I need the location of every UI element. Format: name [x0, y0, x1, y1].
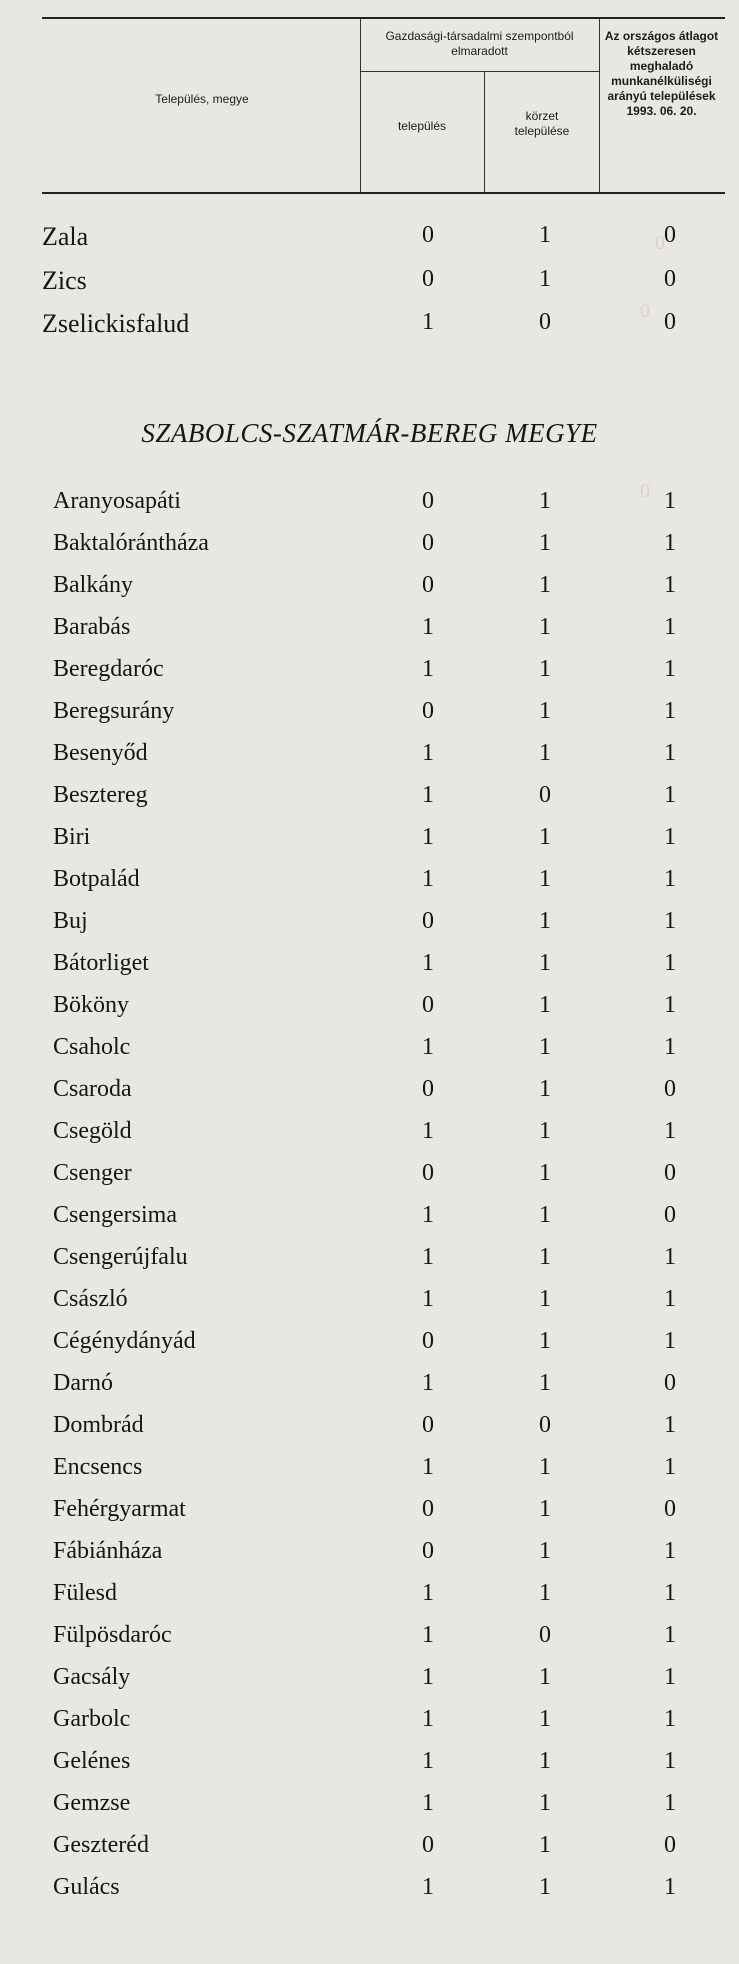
- table-row: [0, 1492, 739, 1528]
- value-district: 0: [539, 1622, 551, 1648]
- settlement-name: Császló: [53, 1286, 128, 1312]
- settlement-name: Gacsály: [53, 1664, 131, 1690]
- table-row: [0, 1744, 739, 1780]
- value-district: 1: [539, 908, 551, 934]
- table-row: [0, 904, 739, 940]
- value-district: 0: [539, 782, 551, 808]
- settlement-name: Fülesd: [53, 1580, 118, 1606]
- value-settlement: 0: [422, 266, 434, 292]
- value-district: 1: [539, 1538, 551, 1564]
- value-unemployment: 1: [664, 572, 676, 598]
- section-title: SZABOLCS-SZATMÁR-BEREG MEGYE: [141, 418, 598, 448]
- value-unemployment: 1: [664, 530, 676, 556]
- settlement-name: Bátorliget: [53, 950, 149, 976]
- value-settlement: 1: [422, 1202, 434, 1228]
- value-settlement: 0: [422, 698, 434, 724]
- settlement-name: Barabás: [53, 614, 131, 640]
- value-unemployment: 1: [664, 1034, 676, 1060]
- settlement-name: Zala: [42, 222, 89, 251]
- settlement-name: Encsencs: [53, 1454, 143, 1480]
- value-settlement: 0: [422, 1328, 434, 1354]
- value-district: 1: [539, 1580, 551, 1606]
- value-unemployment: 0: [664, 1370, 676, 1396]
- value-unemployment: 1: [664, 488, 676, 514]
- bleed-through-mark: 0: [640, 480, 650, 502]
- value-settlement: 1: [422, 1706, 434, 1732]
- value-settlement: 0: [422, 1496, 434, 1522]
- table-row: [0, 1660, 739, 1696]
- value-district: 1: [539, 614, 551, 640]
- value-unemployment: 1: [664, 1454, 676, 1480]
- table-row: [0, 1072, 739, 1108]
- value-district: 1: [539, 740, 551, 766]
- value-settlement: 1: [422, 866, 434, 892]
- table-row: [0, 1240, 739, 1276]
- value-unemployment: 1: [664, 1748, 676, 1774]
- table-row: [0, 262, 739, 298]
- value-settlement: 1: [422, 824, 434, 850]
- table-row: [0, 694, 739, 730]
- value-unemployment: 1: [664, 950, 676, 976]
- value-district: 1: [539, 488, 551, 514]
- table-row: [0, 652, 739, 688]
- value-unemployment: 0: [664, 266, 676, 292]
- value-unemployment: 0: [664, 222, 676, 248]
- settlement-name: Baktalórántháza: [53, 530, 209, 556]
- settlement-name: Besenyőd: [53, 740, 148, 766]
- value-settlement: 1: [422, 1622, 434, 1648]
- value-settlement: 1: [422, 1118, 434, 1144]
- value-district: 1: [539, 1874, 551, 1900]
- settlement-name: Garbolc: [53, 1706, 131, 1732]
- value-district: 1: [539, 1706, 551, 1732]
- table-row: [0, 1366, 739, 1402]
- value-district: 1: [539, 530, 551, 556]
- value-unemployment: 1: [664, 1412, 676, 1438]
- value-district: 1: [539, 1202, 551, 1228]
- value-settlement: 0: [422, 908, 434, 934]
- value-district: 1: [539, 1370, 551, 1396]
- value-settlement: 1: [422, 614, 434, 640]
- value-unemployment: 1: [664, 1706, 676, 1732]
- value-district: 1: [539, 572, 551, 598]
- value-district: 1: [539, 992, 551, 1018]
- settlement-name: Cégénydányád: [53, 1328, 196, 1354]
- bleed-through-mark: 0: [640, 300, 650, 322]
- settlement-name: Geszteréd: [53, 1832, 149, 1858]
- table-row: [0, 778, 739, 814]
- value-unemployment: 0: [664, 1202, 676, 1228]
- value-settlement: 0: [422, 1832, 434, 1858]
- value-unemployment: 1: [664, 1580, 676, 1606]
- table-row: [0, 610, 739, 646]
- value-unemployment: 1: [664, 614, 676, 640]
- value-unemployment: 1: [664, 866, 676, 892]
- value-settlement: 1: [422, 656, 434, 682]
- value-district: 1: [539, 1328, 551, 1354]
- value-unemployment: 1: [664, 782, 676, 808]
- value-district: 1: [539, 1664, 551, 1690]
- value-settlement: 0: [422, 488, 434, 514]
- value-district: 1: [539, 824, 551, 850]
- settlement-name: Zselickisfalud: [42, 309, 190, 338]
- table-row: [0, 218, 739, 254]
- value-settlement: 1: [422, 1790, 434, 1816]
- value-settlement: 1: [422, 309, 434, 335]
- value-settlement: 0: [422, 992, 434, 1018]
- table-row: [0, 1576, 739, 1612]
- bleed-through-mark: 0: [655, 232, 665, 254]
- value-unemployment: 0: [664, 309, 676, 335]
- value-settlement: 0: [422, 572, 434, 598]
- table-row: [0, 988, 739, 1024]
- settlement-name: Beregdaróc: [53, 656, 164, 682]
- value-unemployment: 1: [664, 1790, 676, 1816]
- value-district: 1: [539, 1286, 551, 1312]
- settlement-name: Fábiánháza: [53, 1538, 163, 1564]
- settlement-name: Csengersima: [53, 1202, 177, 1228]
- value-unemployment: 1: [664, 992, 676, 1018]
- value-unemployment: 1: [664, 1664, 676, 1690]
- header-group-underdeveloped: Gazdasági-társadalmi szempontból elmaradott: [385, 29, 574, 58]
- value-unemployment: 1: [664, 740, 676, 766]
- settlement-name: Csengerújfalu: [53, 1244, 188, 1270]
- value-unemployment: 0: [664, 1496, 676, 1522]
- value-district: 1: [539, 950, 551, 976]
- table-row: [0, 526, 739, 562]
- value-district: 1: [539, 698, 551, 724]
- table-row: [0, 1702, 739, 1738]
- value-district: 1: [539, 866, 551, 892]
- table-row: [0, 1618, 739, 1654]
- table-row: [0, 1198, 739, 1234]
- value-unemployment: 1: [664, 1328, 676, 1354]
- header-unemployment: Az országos átlagot kétszeresen meghaladó munkanélküliségi arányú települések 1993. 06. 20.: [604, 29, 719, 118]
- value-unemployment: 1: [664, 656, 676, 682]
- value-settlement: 1: [422, 740, 434, 766]
- value-settlement: 0: [422, 1412, 434, 1438]
- table-row: [0, 1030, 739, 1066]
- settlement-name: Gelénes: [53, 1748, 131, 1774]
- value-settlement: 1: [422, 1034, 434, 1060]
- settlement-name: Zics: [42, 266, 87, 295]
- value-unemployment: 1: [664, 1874, 676, 1900]
- value-unemployment: 0: [664, 1160, 676, 1186]
- settlement-name: Bököny: [53, 992, 130, 1018]
- table-row: [0, 946, 739, 982]
- header-district: körzet települése: [514, 109, 570, 138]
- table-row: [0, 1408, 739, 1444]
- value-settlement: 1: [422, 1244, 434, 1270]
- value-unemployment: 1: [664, 1118, 676, 1144]
- value-settlement: 1: [422, 782, 434, 808]
- table-row: [0, 736, 739, 772]
- settlement-name: Gemzse: [53, 1790, 131, 1816]
- value-settlement: 1: [422, 1580, 434, 1606]
- value-district: 0: [539, 309, 551, 335]
- value-settlement: 1: [422, 1874, 434, 1900]
- value-settlement: 0: [422, 530, 434, 556]
- value-unemployment: 1: [664, 824, 676, 850]
- value-settlement: 1: [422, 1454, 434, 1480]
- value-district: 1: [539, 1748, 551, 1774]
- header-settlement: település: [397, 119, 447, 133]
- value-unemployment: 1: [664, 1286, 676, 1312]
- settlement-name: Csaholc: [53, 1034, 131, 1060]
- table-row: [0, 1156, 739, 1192]
- value-settlement: 1: [422, 1664, 434, 1690]
- value-district: 1: [539, 1454, 551, 1480]
- value-district: 1: [539, 1832, 551, 1858]
- value-settlement: 0: [422, 222, 434, 248]
- value-settlement: 1: [422, 1748, 434, 1774]
- table-row: [0, 1324, 739, 1360]
- value-settlement: 1: [422, 1286, 434, 1312]
- value-unemployment: 1: [664, 908, 676, 934]
- settlement-name: Csegöld: [53, 1118, 132, 1144]
- value-district: 1: [539, 1160, 551, 1186]
- settlement-name: Buj: [53, 908, 88, 934]
- table-row: [0, 1114, 739, 1150]
- settlement-name: Csaroda: [53, 1076, 132, 1102]
- value-district: 0: [539, 1412, 551, 1438]
- settlement-name: Csenger: [53, 1160, 132, 1186]
- table-row: [0, 305, 739, 341]
- table-row: [0, 1450, 739, 1486]
- settlement-name: Aranyosapáti: [53, 488, 181, 514]
- value-district: 1: [539, 1790, 551, 1816]
- settlement-name: Besztereg: [53, 782, 148, 808]
- settlement-name: Fülpösdaróc: [53, 1622, 172, 1648]
- value-settlement: 0: [422, 1160, 434, 1186]
- header-place: Település, megye: [155, 92, 249, 106]
- value-district: 1: [539, 1076, 551, 1102]
- table-row: [0, 1828, 739, 1864]
- value-unemployment: 0: [664, 1076, 676, 1102]
- table-row: [0, 820, 739, 856]
- settlement-name: Botpalád: [53, 866, 140, 892]
- value-unemployment: 1: [664, 1244, 676, 1270]
- value-unemployment: 0: [664, 1832, 676, 1858]
- table-row: [0, 484, 739, 520]
- value-district: 1: [539, 266, 551, 292]
- value-district: 1: [539, 1118, 551, 1144]
- value-district: 1: [539, 222, 551, 248]
- settlement-name: Darnó: [53, 1370, 113, 1396]
- value-unemployment: 1: [664, 1538, 676, 1564]
- settlement-name: Beregsurány: [53, 698, 175, 724]
- value-district: 1: [539, 1244, 551, 1270]
- settlement-name: Fehérgyarmat: [53, 1496, 186, 1522]
- table-row: [0, 1282, 739, 1318]
- settlement-name: Dombrád: [53, 1412, 144, 1438]
- value-district: 1: [539, 1034, 551, 1060]
- table-row: [0, 568, 739, 604]
- settlement-name: Gulács: [53, 1874, 120, 1900]
- table-row: [0, 862, 739, 898]
- value-settlement: 0: [422, 1076, 434, 1102]
- value-settlement: 0: [422, 1538, 434, 1564]
- value-district: 1: [539, 1496, 551, 1522]
- value-unemployment: 1: [664, 698, 676, 724]
- value-settlement: 1: [422, 1370, 434, 1396]
- table-row: [0, 1534, 739, 1570]
- value-settlement: 1: [422, 950, 434, 976]
- table-row: [0, 1870, 739, 1906]
- value-unemployment: 1: [664, 1622, 676, 1648]
- settlement-name: Balkány: [53, 572, 133, 598]
- table-row: [0, 1786, 739, 1822]
- value-district: 1: [539, 656, 551, 682]
- table-header: [42, 17, 725, 194]
- settlement-name: Biri: [53, 824, 91, 850]
